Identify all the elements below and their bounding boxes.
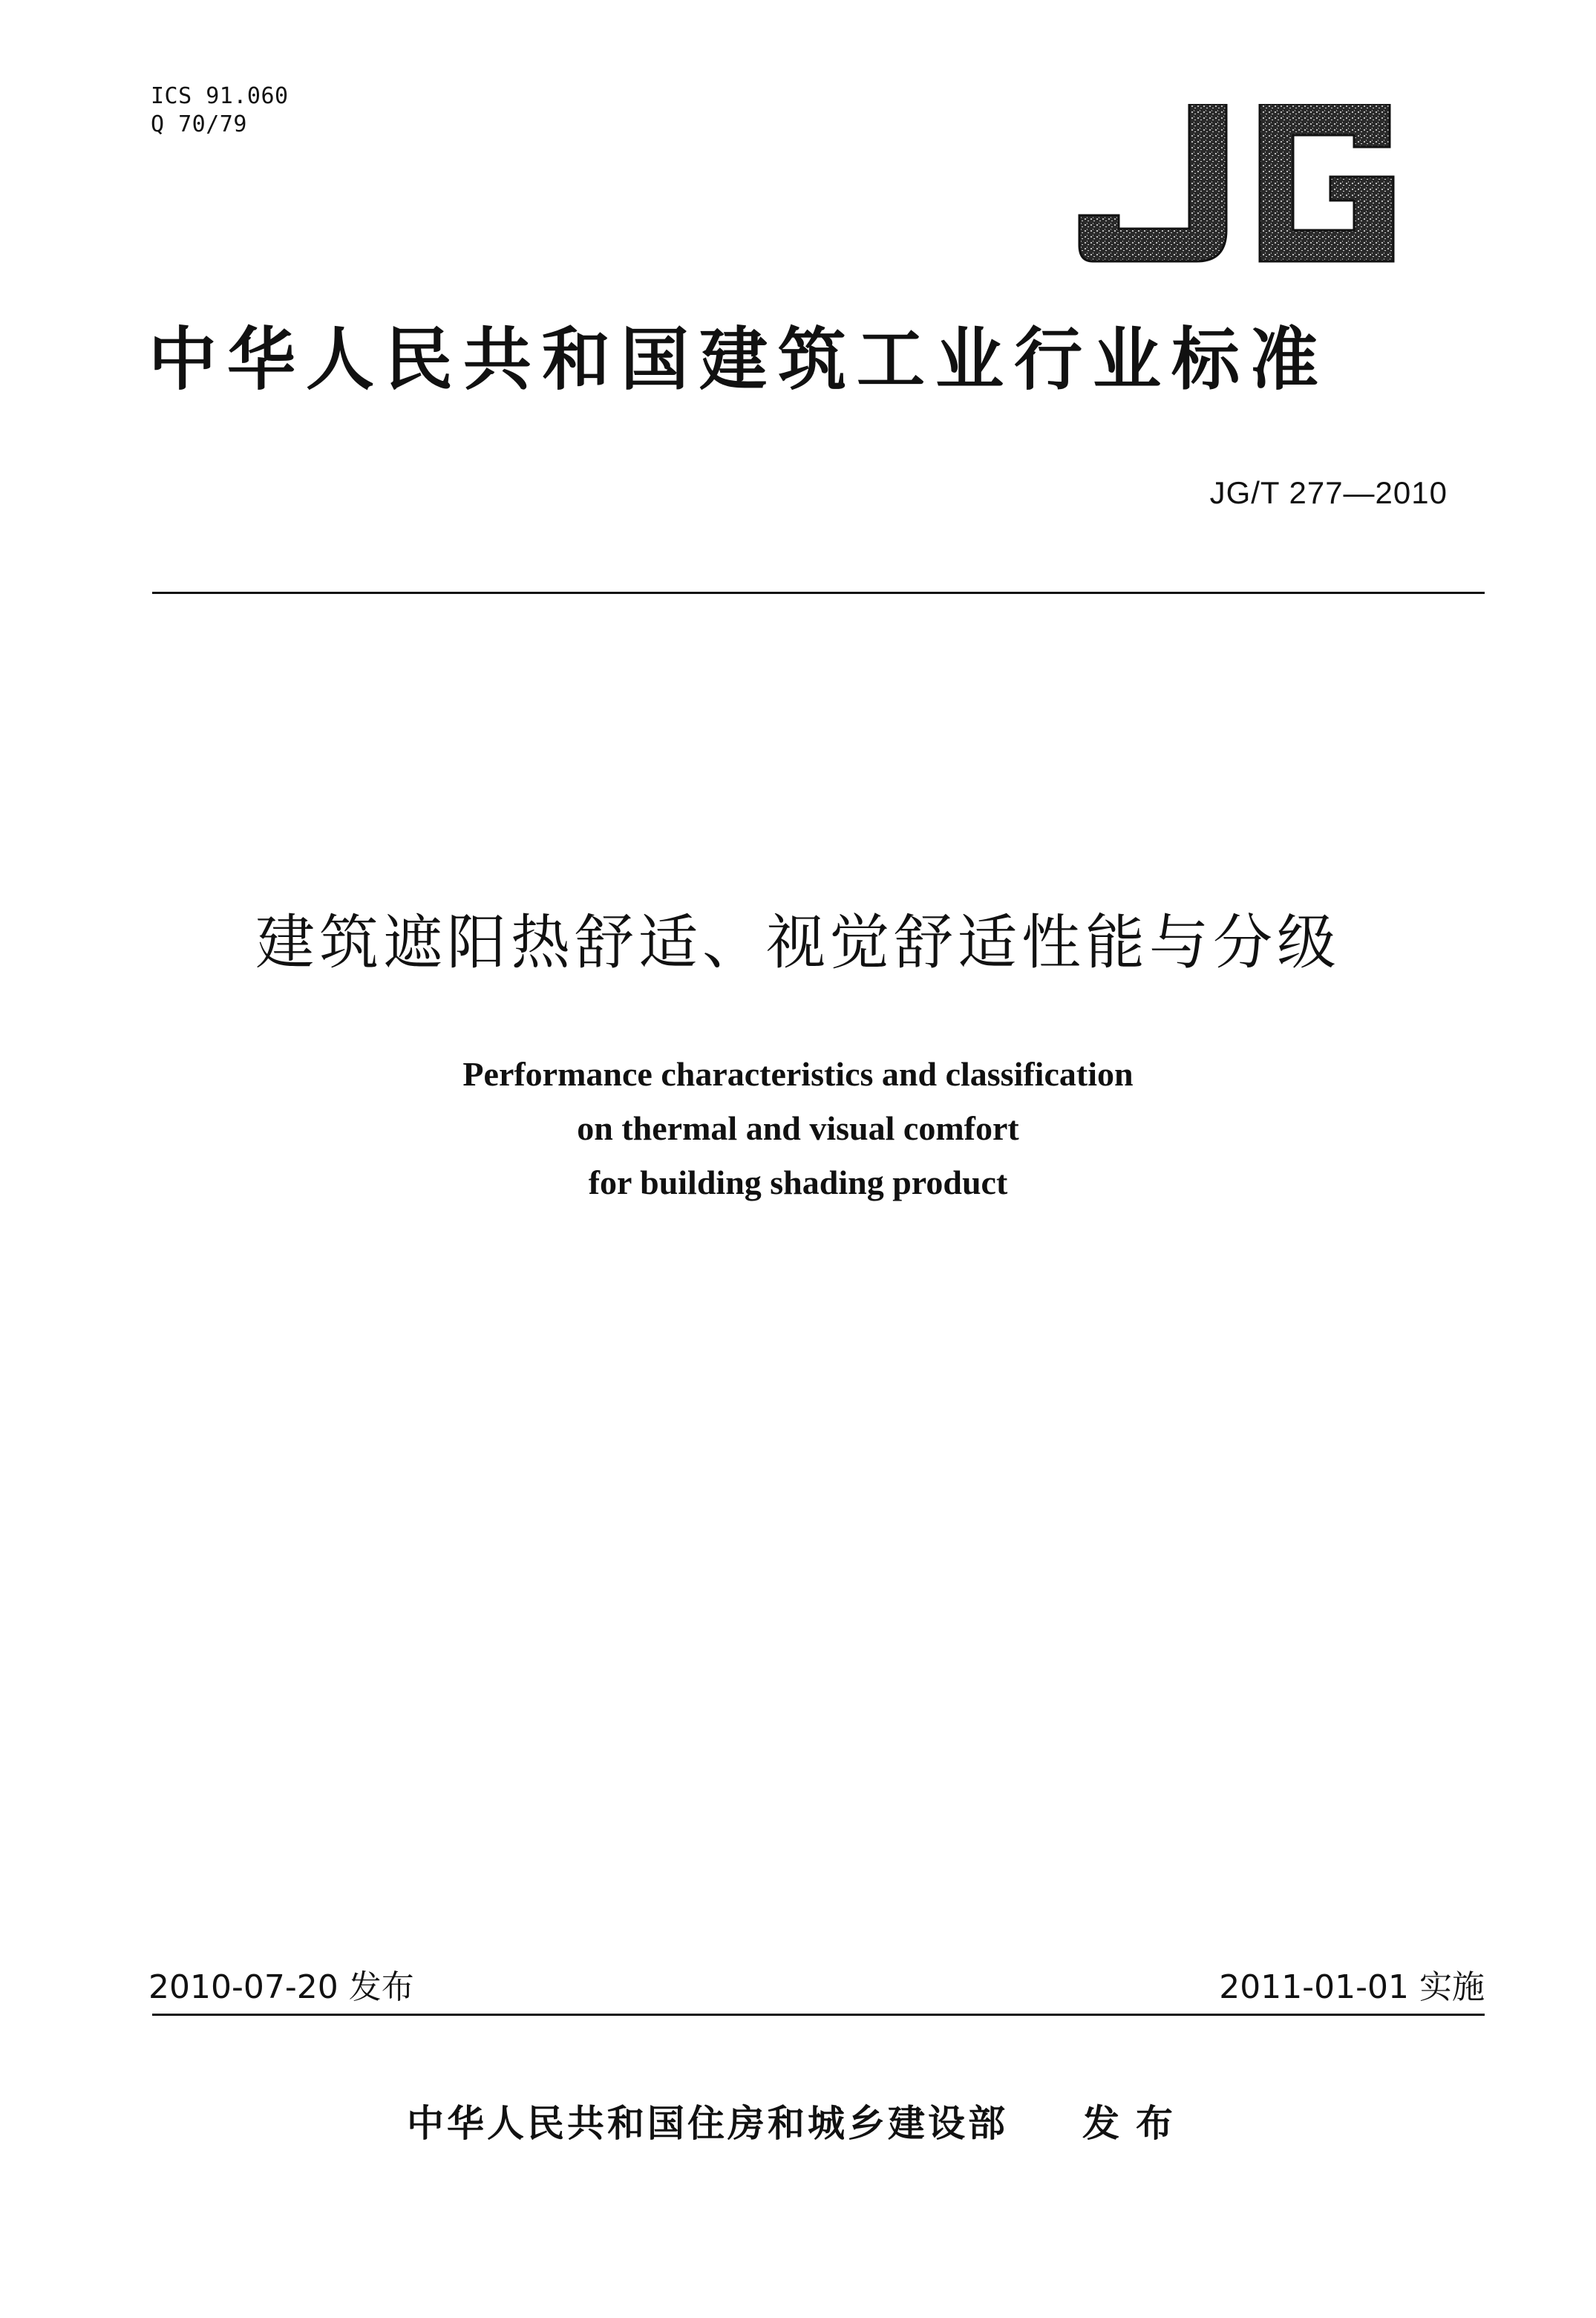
ccs-code: Q 70/79 — [151, 111, 247, 137]
ics-code: ICS 91.060 — [151, 83, 289, 109]
standard-type-heading: 中华人民共和国建筑工业行业标准 — [148, 320, 1330, 399]
title-en-line-3: for building shading product — [588, 1163, 1008, 1201]
title-en-line-2: on thermal and visual comfort — [577, 1109, 1019, 1147]
title-en — [0, 1047, 1596, 1209]
issuer-name: 中华人民共和国住房和城乡建设部 — [407, 2102, 1008, 2145]
title-en-line-1: Performance characteristics and classification — [462, 1055, 1134, 1093]
issuer — [0, 2094, 1596, 2147]
header-divider — [152, 592, 1485, 594]
title-zh: 建筑遮阳热舒适、视觉舒适性能与分级 — [255, 908, 1341, 977]
standard-number: JG/T 277—2010 — [1209, 475, 1448, 510]
jg-logo — [1078, 104, 1397, 266]
effective-date: 2011-01-01 实施 — [1219, 1968, 1485, 2006]
footer-divider — [152, 2014, 1485, 2016]
issuer-action: 发布 — [1082, 2102, 1189, 2145]
issue-date: 2010-07-20 发布 — [148, 1968, 414, 2006]
